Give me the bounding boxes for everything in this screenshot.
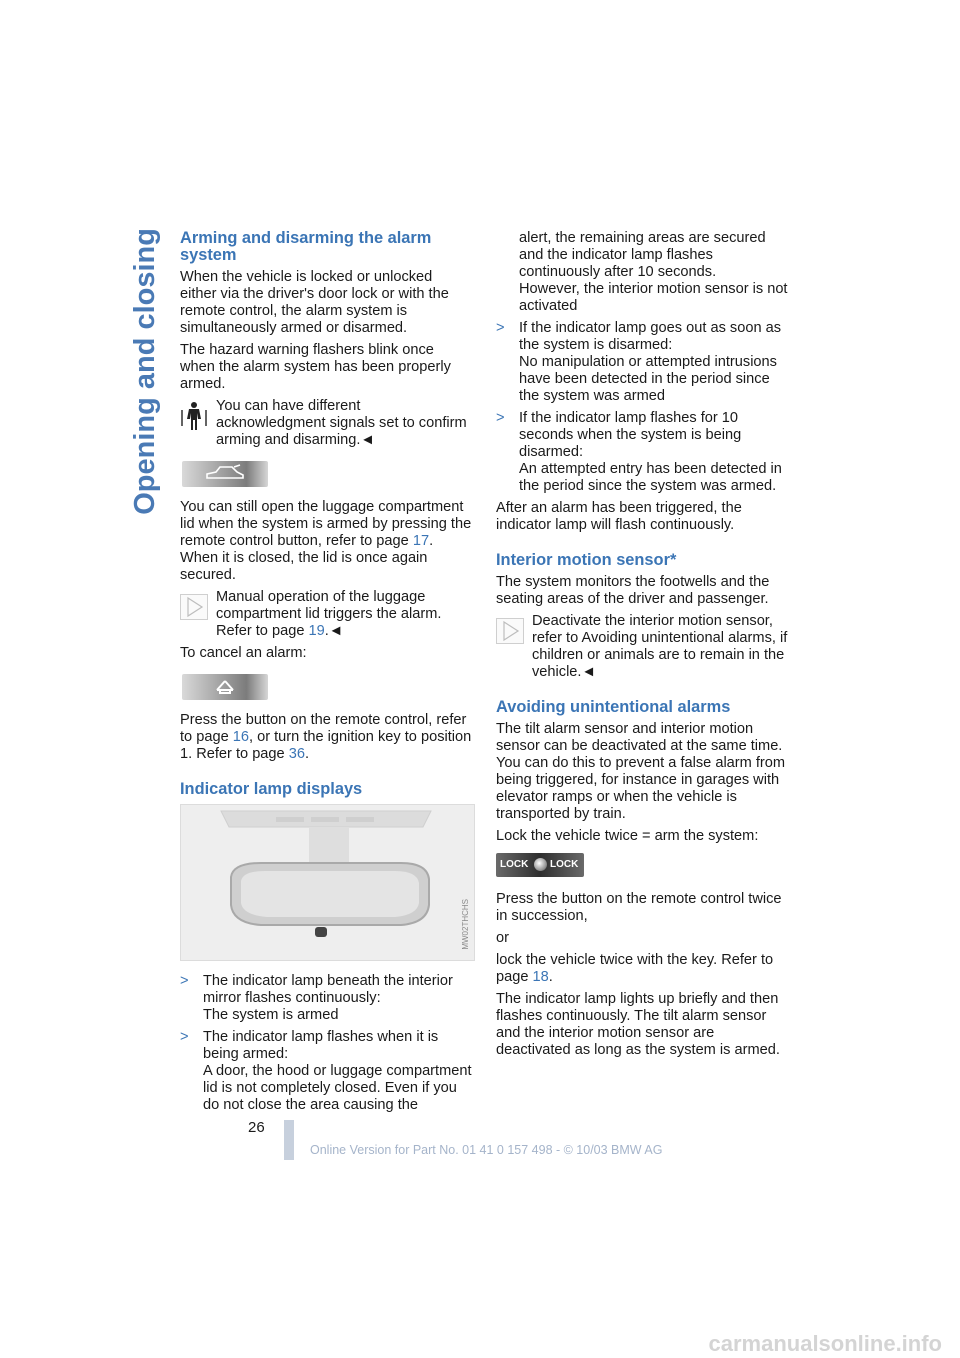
interior-mirror-photo: [180, 804, 475, 961]
side-title-text: Opening and closing: [129, 228, 161, 515]
list-item: > If the indicator lamp flashes for 10 seconds when the system is being disarmed: An attempted entry has been detected in the period since the system was armed.: [496, 410, 782, 494]
paragraph: The tilt alarm sensor and interior motion sensor can be deactivated at the same time. You can do this to prevent a false alarm from being triggered, for instance in garages with elevator ramps or when the vehicle is transported by train.: [496, 721, 786, 822]
note-block: [496, 613, 792, 681]
lock-label: LOCK: [500, 859, 529, 870]
end-mark: ◄: [581, 664, 596, 680]
paragraph: Press the button on the remote control, refer to page 16, or turn the ignition key to position 1. Refer to page 36.: [180, 712, 472, 762]
lock-button-icon: [534, 858, 547, 871]
list-item: > The indicator lamp beneath the interior mirror flashes continuously: The system is armed: [180, 973, 453, 1023]
house-arrow-icon: [204, 677, 246, 697]
heading-interior: Interior motion sensor*: [496, 551, 677, 569]
attention-triangle-icon: [496, 615, 524, 647]
note-text: You can have different acknowledgment signals set to confirm arming and disarming.: [216, 398, 467, 448]
paragraph: The hazard warning flashers blink once when the alarm system has been properly armed.: [180, 342, 451, 392]
left-column: [180, 230, 472, 1119]
note-text: Deactivate the interior motion sensor, refer to Avoiding unintentional alarms, if children or animals are to remain in the vehicle.: [532, 613, 788, 680]
bullet-marker: >: [496, 410, 505, 426]
page-link-16[interactable]: 16: [232, 729, 249, 745]
right-column: [496, 230, 792, 1064]
paragraph: The system monitors the footwells and the seating areas of the driver and passenger.: [496, 574, 770, 607]
bullet-marker: >: [180, 1029, 189, 1045]
paragraph: The indicator lamp lights up briefly and then flashes continuously. The tilt alarm sensor and the interior motion sensor are deactivated as long as the system is armed.: [496, 991, 780, 1058]
page-link-18[interactable]: 18: [532, 969, 549, 985]
end-mark: ◄: [328, 623, 344, 639]
heading-avoid: Avoiding unintentional alarms: [496, 698, 731, 716]
heading-indicator: Indicator lamp displays: [180, 780, 363, 798]
page-number: 26: [248, 1119, 265, 1136]
remote-lock-button-image: [496, 853, 584, 877]
paragraph: After an alarm has been triggered, the indicator lamp will flash continuously.: [496, 500, 742, 533]
list-item: alert, the remaining areas are secured and the indicator lamp flashes continuously after 10 seconds. However, the interior motion sensor is not activated: [519, 230, 788, 314]
paragraph: Press the button on the remote control twice in succession,: [496, 891, 782, 924]
attention-triangle-icon: [180, 591, 208, 623]
watermark: carmanualsonline.info: [708, 1331, 942, 1356]
footer-bar: [284, 1120, 294, 1160]
heading-arming: Arming and disarming the alarm system: [180, 229, 432, 264]
person-note-icon: [180, 400, 208, 432]
note-block: Manual operation of the luggage compartment lid triggers the alarm. Refer to page 19.◄: [180, 589, 472, 640]
paragraph: Lock the vehicle twice = arm the system:: [496, 828, 759, 844]
paragraph: To cancel an alarm:: [180, 645, 307, 661]
bullet-marker: >: [496, 320, 505, 336]
lock-label: LOCK: [550, 859, 579, 870]
list-item: > The indicator lamp flashes when it is being armed: A door, the hood or luggage compartment lid is not completely closed. Even if you do not close the area causing the: [180, 1029, 472, 1113]
footer-text: Online Version for Part No. 01 41 0 157 498 - © 10/03 BMW AG: [310, 1143, 663, 1157]
page-link-36[interactable]: 36: [288, 746, 305, 762]
note-block: [180, 398, 472, 449]
indicator-list-continued: [496, 230, 792, 495]
list-item: > If the indicator lamp goes out as soon as the system is disarmed: No manipulation or attempted intrusions have been detected in the period since the system was armed: [496, 320, 782, 404]
page-link-17[interactable]: 17: [412, 533, 430, 549]
paragraph: lock the vehicle twice with the key. Refer to page 18.: [496, 952, 774, 985]
remote-lid-button-image: [182, 461, 268, 487]
photo-code: MW02THCHS: [461, 899, 470, 950]
section-side-title: [128, 228, 162, 648]
paragraph: You can still open the luggage compartment lid when the system is armed by pressing the remote control button, refer to page 17. When it is closed, the lid is once again secured.: [180, 499, 472, 583]
bullet-marker: >: [180, 973, 189, 989]
paragraph: When the vehicle is locked or unlocked either via the driver's door lock or with the remote control, the alarm system is simultaneously armed or disarmed.: [180, 269, 449, 336]
mirror-illustration: [181, 805, 474, 960]
page-link-19[interactable]: 19: [308, 623, 325, 639]
indicator-list: [180, 973, 472, 1114]
paragraph: or: [496, 930, 509, 946]
end-mark: ◄: [360, 432, 375, 448]
car-luggage-icon: [204, 464, 246, 484]
remote-panic-button-image: [182, 674, 268, 700]
